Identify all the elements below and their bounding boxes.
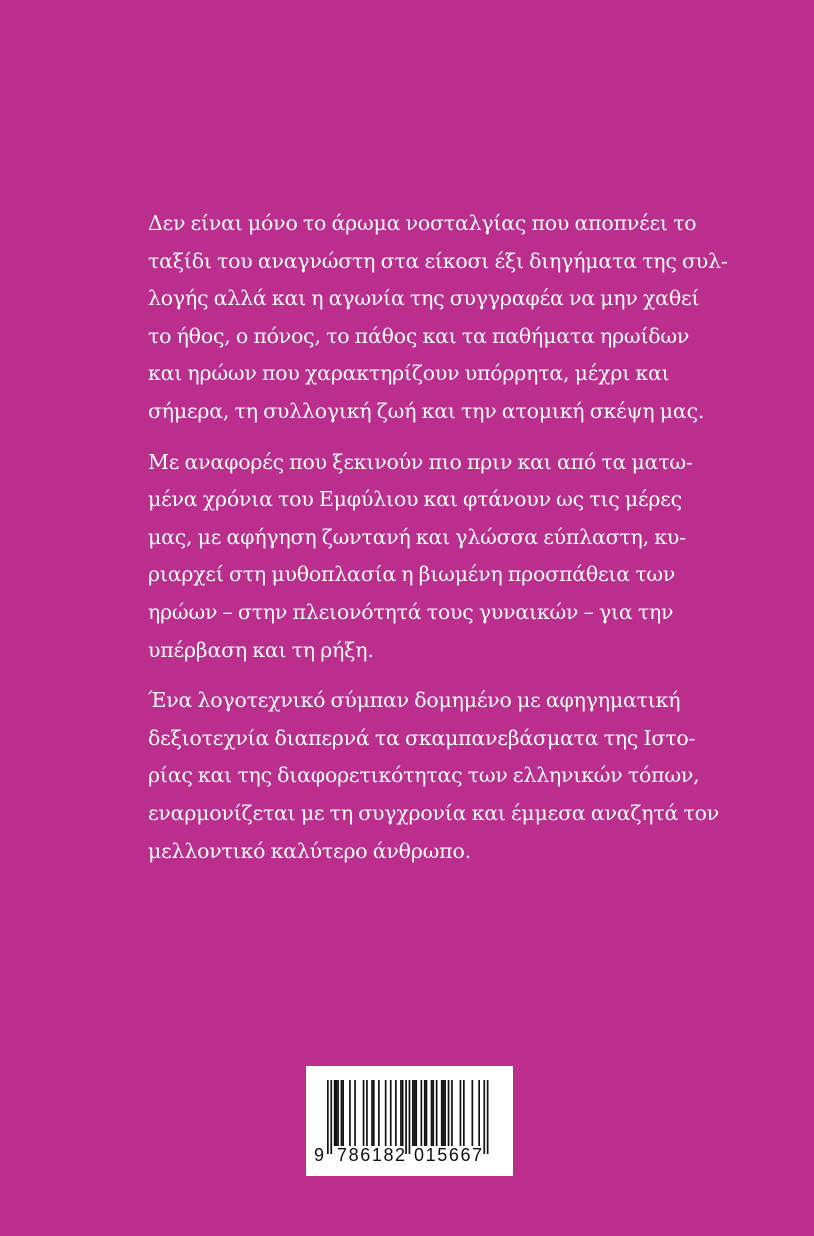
barcode-right-digits: 015667	[414, 1145, 484, 1165]
barcode-bar	[373, 1080, 375, 1146]
text-line: ηρώων – στην πλειονότητά τους γυναικών – για την	[148, 599, 674, 624]
text-line: μένα χρόνια του Εμφύλιου και φτάνουν ως τις μέρες	[148, 487, 682, 512]
blurb-text	[148, 205, 728, 883]
paragraph-3	[148, 682, 720, 870]
barcode-bar	[327, 1080, 329, 1154]
barcode-bar	[337, 1080, 339, 1146]
paragraph-2	[148, 444, 693, 670]
text-line: ριαρχεί στη μυθοπλασία η βιωμένη προσπάθεια των	[148, 562, 676, 587]
text-line: Ένα λογοτεχνικό σύμπαν δομημένο με αφηγηματική	[148, 688, 681, 713]
text-line: λογής αλλά και η αγωνία της συγγραφέα να μην χαθεί	[148, 286, 700, 311]
text-line: μας, με αφήγηση ζωντανή και γλώσσα εύπλαστη, κυ-	[148, 524, 686, 549]
barcode-bar	[451, 1080, 453, 1146]
barcode-bar	[441, 1080, 443, 1146]
barcode-first-digit: 9	[314, 1145, 325, 1165]
barcode-bar	[342, 1080, 344, 1146]
barcode-bar	[395, 1080, 397, 1146]
barcode-bar	[444, 1080, 446, 1146]
barcode-bar	[371, 1080, 373, 1146]
barcode-bar	[363, 1080, 365, 1146]
barcode-bar	[354, 1080, 356, 1146]
text-line: το ήθος, ο πόνος, το πάθος και τα παθήματα ηρωίδων	[148, 323, 690, 348]
paragraph-1	[148, 205, 728, 431]
barcode-bar	[478, 1080, 480, 1146]
text-line: δεξιοτεχνία διαπερνά τα σκαμπανεβάσματα της Ιστο-	[148, 725, 696, 750]
text-line: ταξίδι του αναγνώστη στα είκοσι έξι διηγήματα της συλ-	[148, 248, 728, 273]
barcode-number	[310, 1145, 510, 1171]
barcode-bar	[390, 1080, 392, 1146]
barcode-bar	[424, 1080, 426, 1146]
barcode-bar	[334, 1080, 336, 1146]
text-line: μελλοντικό καλύτερο άνθρωπο.	[148, 838, 471, 863]
text-line: σήμερα, τη συλλογική ζωή και την ατομική σκέψη μας.	[148, 398, 705, 423]
barcode-bar	[421, 1080, 423, 1146]
barcode-bar	[330, 1080, 332, 1154]
barcode-bar	[378, 1080, 380, 1146]
text-line: ρίας και της διαφορετικότητας των ελληνικών τόπων,	[148, 763, 700, 788]
barcode-bar	[402, 1080, 404, 1146]
barcode-bar	[460, 1080, 462, 1146]
text-line: Με αναφορές που ξεκινούν πιο πριν και από τα ματω-	[148, 449, 693, 474]
barcode-bar	[349, 1080, 351, 1146]
barcode-left-digits: 786182	[337, 1145, 407, 1165]
barcode-bar	[426, 1080, 428, 1146]
text-line: Δεν είναι μόνο το άρωμα νοσταλγίας που αποπνέει το	[148, 211, 697, 235]
barcode-bar	[472, 1080, 474, 1146]
barcode-bar	[341, 1080, 343, 1146]
barcode-bar	[385, 1080, 387, 1146]
text-line: υπέρβαση και τη ρήξη.	[148, 637, 374, 662]
barcode-bar	[409, 1080, 411, 1154]
barcode-bar	[463, 1080, 465, 1146]
barcode-bar	[336, 1080, 338, 1146]
barcode-bar	[405, 1080, 407, 1154]
barcode-bar	[432, 1080, 434, 1146]
barcode-bar	[483, 1080, 485, 1154]
barcode-bar	[366, 1080, 368, 1146]
barcode-bar	[412, 1080, 414, 1146]
barcode-bar	[487, 1080, 489, 1154]
barcode-bar	[415, 1080, 417, 1146]
barcode-bar	[400, 1080, 402, 1146]
barcode-bar	[448, 1080, 450, 1146]
barcode-bar	[443, 1080, 445, 1146]
isbn-barcode	[306, 1066, 513, 1176]
barcode-bar	[436, 1080, 438, 1146]
text-line: εναρμονίζεται με τη συγχρονία και έμμεσα αναζητά τον	[148, 800, 720, 825]
text-line: και ηρώων που χαρακτηρίζουν υπόρρητα, μέχρι και	[148, 361, 670, 386]
barcode-bar	[414, 1080, 416, 1146]
barcode-bar	[431, 1080, 433, 1146]
